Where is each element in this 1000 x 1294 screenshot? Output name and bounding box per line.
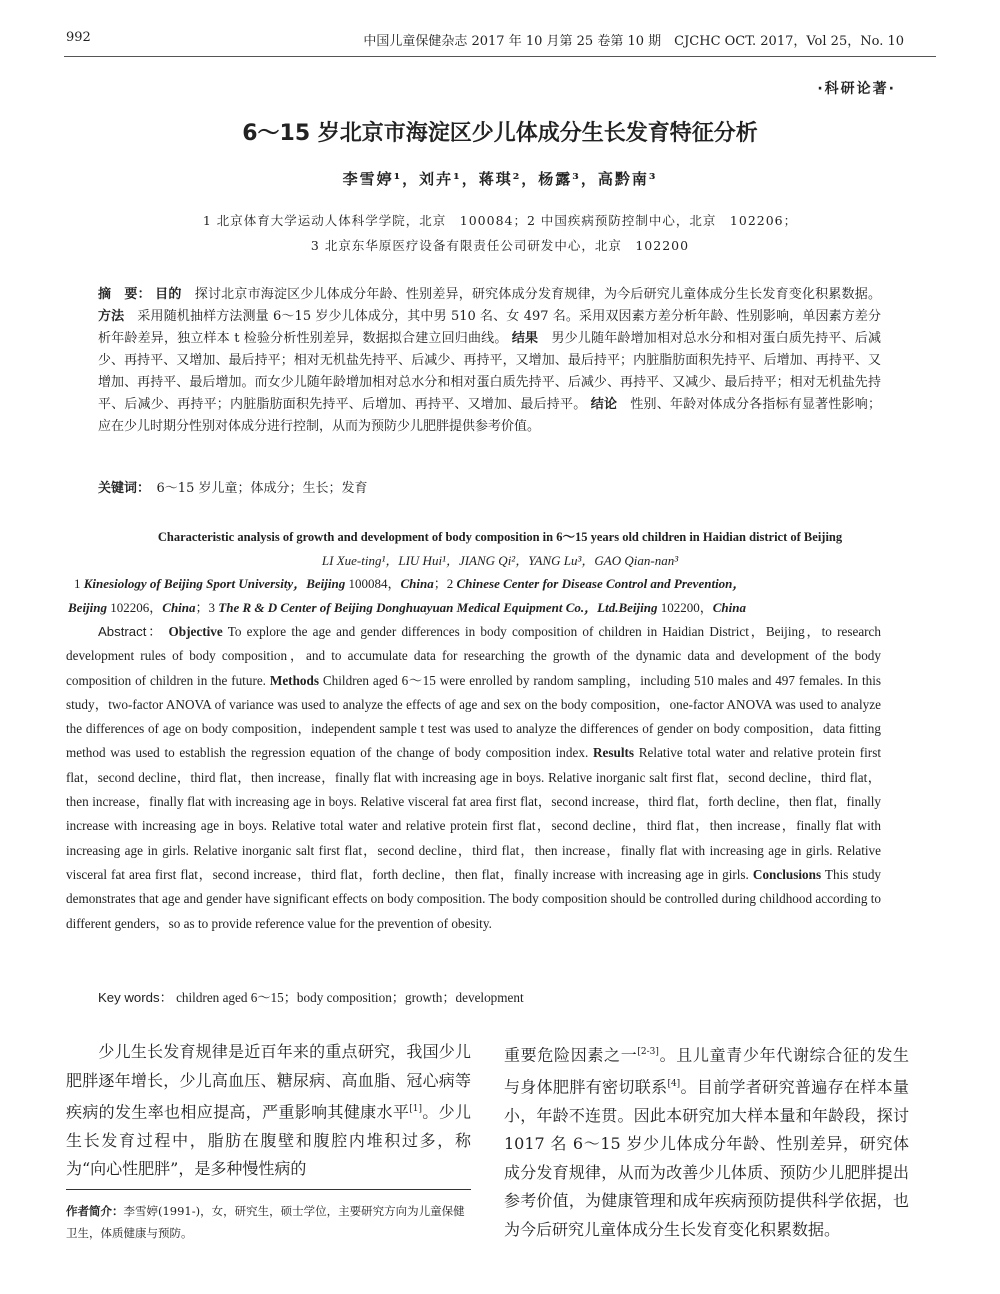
cn-abstract: [98, 284, 881, 438]
paper-title: 6～15 岁北京市海淀区少儿体成分生长发育特征分析: [242, 121, 758, 146]
en-affiliation-line-2: [68, 596, 938, 620]
body-left-column: [66, 1038, 471, 1184]
page-number: 992: [66, 30, 91, 45]
footnote-label: 作者简介：: [66, 1204, 124, 1218]
body-right-column: [504, 1038, 909, 1244]
body-right-text-b: 。且儿童青少年代谢综合征的发生与身体肥胖有密切联系: [504, 1045, 909, 1097]
en-affil-country-2: China: [162, 600, 196, 615]
en-affil-inst-2: Chinese Center for Disease Control and Prevention，: [456, 576, 746, 591]
cn-results: 男少儿随年龄增加相对总水分和相对蛋白质先持平、后减少、再持平、又增加、最后持平；相对无机盐先持平、后减少、再持平，又增加、最后持平；内脏脂肪面积先持平、后增加、再持平、又增加、再持平、最后增加。而女少儿随年龄增加相对总水分和相对蛋白质先持平、后减少、再持平、又减少、最后持平；相对无机盐先持平、后减少、再持平；内脏脂肪面积先持平、后增加、再持平、又增加、最后持平。: [98, 331, 881, 412]
en-affil-num-3: ；3: [195, 600, 219, 615]
en-affil-zip-3: 102200，: [657, 600, 713, 615]
cn-objective-label: 目的: [155, 287, 182, 302]
en-affil-num-1: 1: [74, 576, 84, 591]
header-rule: [64, 56, 936, 57]
affiliation-line-1: 1 北京体育大学运动人体科学学院，北京 100084；2 中国疾病预防控制中心，北京 102206；: [202, 213, 798, 228]
en-affiliation-line-1: [74, 572, 934, 596]
cn-keywords-label: 关键词：: [98, 481, 144, 496]
cn-keywords-text: 6～15 岁儿童；体成分；生长；发育: [156, 481, 368, 496]
citation-1: [1]: [409, 1104, 422, 1114]
en-abstract: [66, 620, 881, 936]
journal-header: 中国儿童保健杂志 2017 年 10 月第 25 卷第 10 期 CJCHC OCT. 2017，Vol 25，No. 10: [363, 34, 904, 49]
body-left-text-a: 少儿生长发育规律是近百年来的重点研究，我国少儿肥胖逐年增长，少儿高血压、糖尿病、高血脂、冠心病等疾病的发生率也相应提高，严重影响其健康水平: [66, 1042, 471, 1122]
en-methods: Children aged 6～15 were enrolled by random sampling，including 510 males and 497 females. In this study，two-factor ANOVA of variance was used to analyze the effects of age and sex on the body composition，one-factor ANOVA was used to analyze the differences of age on body composition，independent sample t test was used to analyze the differences of gender on body composition，data fitting method was used to establish the regression equation of the change of body composition index.: [66, 672, 881, 761]
en-conclusions-label: Conclusions: [752, 866, 822, 882]
en-affil-zip-1: 100084，: [345, 576, 401, 591]
cn-keywords: [98, 478, 881, 500]
en-title: Characteristic analysis of growth and development of body composition in 6～15 years old children in Haidian district of Beijing: [157, 530, 843, 544]
citation-4: [4]: [667, 1078, 681, 1089]
cn-conclusions: 性别、年龄对体成分各指标有显著性影响；应在少儿时期分性别对体成分进行控制，从而为预防少儿肥胖提供参考价值。: [98, 397, 881, 434]
en-keywords-text: children aged 6～15；body composition；growth；development: [176, 990, 524, 1005]
cn-methods-label: 方法: [98, 309, 125, 324]
en-methods-label: Methods: [269, 672, 319, 688]
en-affil-num-2: ；2: [433, 576, 457, 591]
body-right-text-c: 。目前学者研究普遍存在样本量小，年龄不连贯。因此本研究加大样本量和年龄段，探讨 1017 名 6～15 岁少儿体成分年龄、性别差异，研究体成分发育规律，从而为改善少儿体质、预防少儿肥胖提出参考价值，为健康管理和成年疾病预防提供科学依据，也为今后研究儿童体成分生长发育变化积累数据。: [504, 1077, 909, 1239]
body-right-text-a: 重要危险因素之一: [504, 1045, 638, 1065]
en-affil-country-3: China: [712, 600, 746, 615]
footnote-text: 李雪婷(1991-)，女，研究生，硕士学位，主要研究方向为儿童保健卫生，体质健康与预防。: [66, 1204, 465, 1240]
section-tag: ·科研论著·: [817, 81, 896, 97]
authors: 李雪婷¹，刘卉¹，蒋琪²，杨露³，高黔南³: [342, 170, 658, 188]
en-keywords-label: Key words：: [98, 990, 173, 1005]
en-objective-label: Objective: [168, 624, 223, 639]
author-footnote: [66, 1200, 471, 1244]
cn-methods: 采用随机抽样方法测量 6～15 岁少儿体成分，其中男 510 名、女 497 名。采用双因素方差分析年龄、性别影响，单因素方差分析年龄差异，独立样本 t 检验分析性别差异，数据拟合建立回归曲线。: [98, 309, 881, 346]
en-affil-city-2: Beijing: [68, 600, 108, 615]
en-affil-country-1: China: [400, 576, 434, 591]
cn-objective: 探讨北京市海淀区少儿体成分年龄、性别差异，研究体成分发育规律，为今后研究儿童体成分生长发育变化积累数据。: [194, 287, 881, 302]
en-authors: LI Xue-ting¹，LIU Hui¹，JIANG Qi²，YANG Lu³，GAO Qian-nan³: [321, 553, 679, 568]
citation-2-3: [2-3]: [637, 1047, 659, 1057]
en-abstract-label: Abstract：: [98, 624, 164, 639]
en-affil-zip-2: 102206，: [107, 600, 163, 615]
cn-results-label: 结果: [511, 331, 539, 346]
en-keywords: [66, 986, 881, 1010]
en-objective: To explore the age and gender differences in body composition of children in Haidian District，Beijing，to research development rules of body composition，and to accumulate data for researching the growth of the dynamic data and development of the body composition of children in the future.: [66, 624, 882, 688]
cn-conclusions-label: 结论: [590, 397, 618, 412]
en-affil-inst-3: The R & D Center of Beijing Donghuayuan Medical Equipment Co.，Ltd.Beijing: [218, 600, 658, 615]
en-results-label: Results: [592, 745, 635, 761]
affiliation-line-2: 3 北京东华原医疗设备有限责任公司研发中心，北京 102200: [310, 238, 690, 253]
en-affil-inst-1: Kinesiology of Beijing Sport University，Beijing: [83, 576, 346, 591]
en-results: Relative total water and relative protein first flat，second decline，third flat，then increase，finally flat with increasing age in boys. Relative inorganic salt first flat，second decline，third flat，then increase，finally flat with increasing age in boys. Relative visceral fat area first flat，second increase，third flat，forth decline，then flat，finally increase with increasing age in boys. Relative total water and relative protein first flat，second decline，third flat，then increase，finally flat with increasing age in girls. Relative inorganic salt first flat，second decline，third flat，then increase，finally flat with increasing age in girls. Relative visceral fat area first flat，second increase，third flat，forth decline，then flat，finally increase with increasing age in girls.: [66, 745, 881, 882]
en-conclusions: This study demonstrates that age and gender have significant effects on body composition. The body composition should be controlled during childhood according to different genders，so as to provide reference value for the prevention of obesity.: [66, 866, 882, 931]
body-left-text-b: 。少儿生长发育过程中，脂肪在腹壁和腹腔内堆积过多，称为“向心性肥胖”，是多种慢性病的: [66, 1102, 471, 1179]
cn-abstract-label: 摘 要：: [98, 287, 151, 302]
footnote-rule: [66, 1189, 471, 1190]
